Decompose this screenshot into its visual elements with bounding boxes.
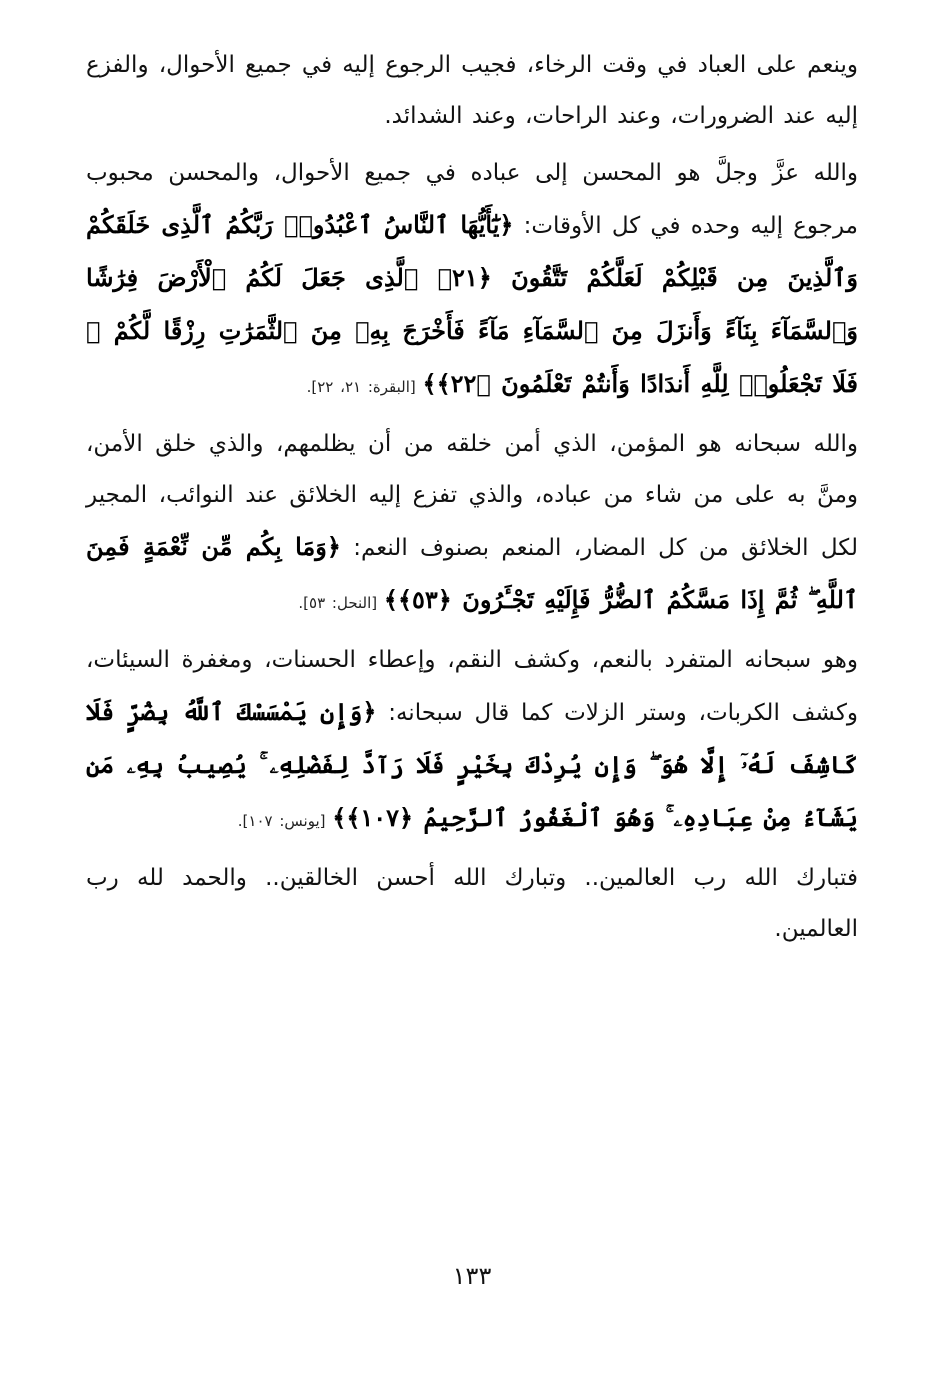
verse-reference: [النحل: ٥٣]. xyxy=(298,594,384,612)
paragraph-text: وينعم على العباد في وقت الرخاء، فجيب الرجوع إليه في جميع الأحوال، والفزع إليه عند الضرورات، وعند الراحات، وعند الشدائد. xyxy=(86,52,858,129)
verse-reference: [البقرة: ٢١، ٢٢]. xyxy=(306,378,423,396)
paragraph-3 xyxy=(86,419,858,629)
paragraph-text: والله عزَّ وجلَّ هو المحسن إلى عباده في جميع الأحوال، والمحسن محبوب مرجوع إليه وحده في كل الأوقات: xyxy=(86,160,858,239)
paragraph-text: وهو سبحانه المتفرد بالنعم، وكشف النقم، وإعطاء الحسنات، ومغفرة السيئات، وكشف الكربات، وستر الزلات كما قال سبحانه: xyxy=(86,647,859,726)
paragraph-1 xyxy=(86,40,858,142)
quran-verse: ﴿وَإِن يَمْسَسْكَ ٱللَّهُ بِضُرٍّ فَلَا كَاشِفَ لَهُۥٓ إِلَّا هُوَ ۖ وَإِن يُرِدْكَ بِخَيْرٍ فَلَا رَآدَّ لِفَضْلِهِۦ ۚ يُصِيبُ بِهِۦ مَن يَشَآءُ مِنْ عِبَادِهِۦ ۚ وَهُوَ ٱلْغَفُورُ ٱلرَّحِيمُ ﴿١٠٧﴾﴾ xyxy=(86,697,858,832)
paragraph-4 xyxy=(86,635,858,847)
body-text xyxy=(86,40,858,961)
paragraph-text: فتبارك الله رب العالمين.. وتبارك الله أحسن الخالقين.. والحمد لله رب العالمين. xyxy=(86,865,858,942)
paragraph-text: والله سبحانه هو المؤمن، الذي أمن خلقه من أن يظلمهم، والذي خلق الأمن، ومنَّ به على من شاء من عباده، والذي تفزع إليه الخلائق عند النوائب، المجير لكل الخلائق من كل المضار، المنعم بصنوف النعم: xyxy=(86,431,858,561)
paragraph-2 xyxy=(86,148,858,413)
quran-verse: ﴿يَٰٓأَيُّهَا ٱلنَّاسُ ٱعْبُدُوا۟ رَبَّكُمُ ٱلَّذِى خَلَقَكُمْ وَٱلَّذِينَ مِن قَبْلِكُمْ لَعَلَّكُمْ تَتَّقُونَ ﴿٢١﴾ ٱلَّذِى جَعَلَ لَكُمُ ٱلْأَرْضَ فِرَٰشًا وَٱلسَّمَآءَ بِنَآءً وَأَنزَلَ مِنَ ٱلسَّمَآءِ مَآءً فَأَخْرَجَ بِهِۦ مِنَ ٱلثَّمَرَٰتِ رِزْقًا لَّكُمْ ۖ فَلَا تَجْعَلُوا۟ لِلَّهِ أَندَادًا وَأَنتُمْ تَعْلَمُونَ ﴿٢٢﴾﴾ xyxy=(86,210,858,398)
verse-reference: [يونس: ١٠٧]. xyxy=(237,812,333,830)
page-number: ١٣٣ xyxy=(452,1262,492,1290)
quran-verse: ﴿وَمَا بِكُم مِّن نِّعْمَةٍ فَمِنَ ٱللَّهِ ۖ ثُمَّ إِذَا مَسَّكُمُ ٱلضُّرُّ فَإِلَيْهِ تَجْـَٔرُونَ ﴿٥٣﴾﴾ xyxy=(86,532,858,614)
paragraph-5 xyxy=(86,853,858,955)
